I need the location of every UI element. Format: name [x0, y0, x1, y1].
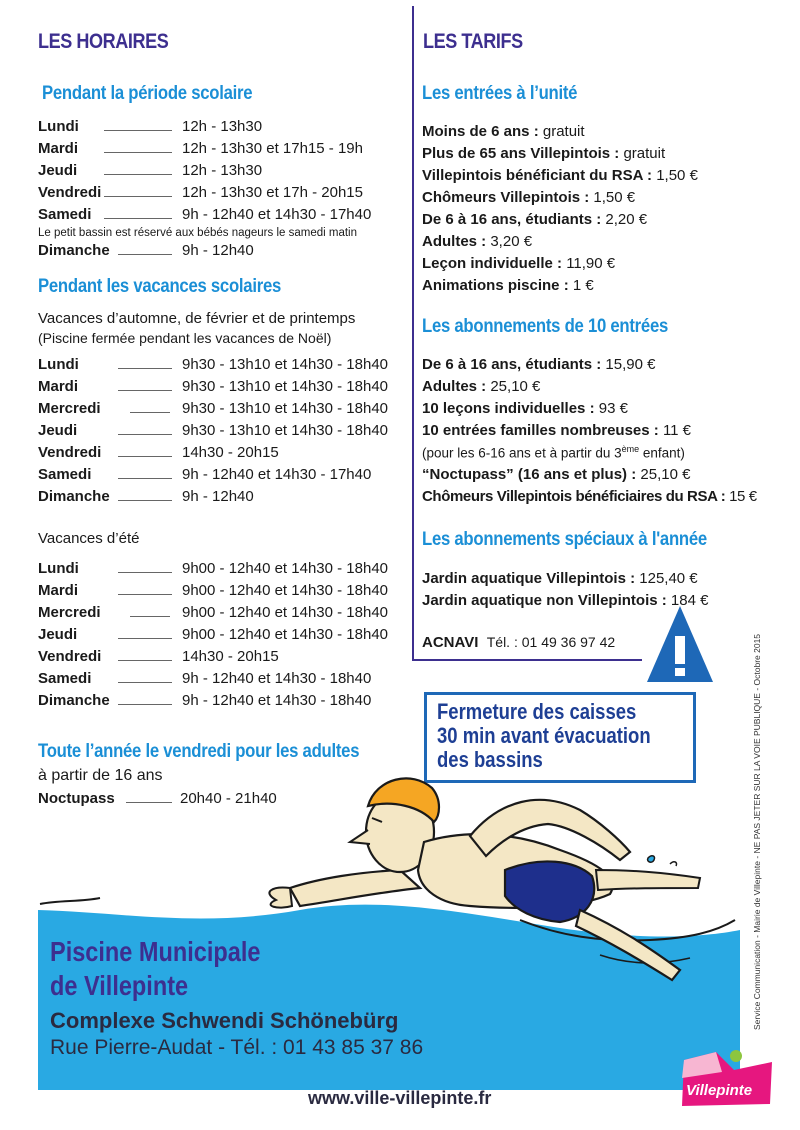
tarif-value: 15,90 €	[605, 356, 656, 373]
schedule-leader-line	[118, 572, 172, 573]
schedule-hours: 9h00 - 12h40 et 14h30 - 18h40	[182, 604, 389, 621]
tarif-label: 10 entrées familles nombreuses :	[422, 422, 663, 439]
speciaux-heading: Les abonnements spéciaux à l'année	[422, 529, 707, 550]
vacances-ete-heading: Vacances d’été	[38, 530, 140, 547]
tarif-label: Chômeurs Villepintois bénéficiaires du RSA :	[422, 488, 730, 505]
tarif-row	[422, 378, 691, 400]
schedule-day: Mardi	[38, 582, 79, 599]
complexe-name: Complexe Schwendi Schönebürg	[50, 1008, 399, 1033]
fermeture-line-1: Fermeture des caisses	[437, 699, 637, 724]
schedule-hours: 9h00 - 12h40 et 14h30 - 18h40	[182, 582, 389, 599]
tarif-label: “Noctupass” (16 ans et plus) :	[422, 466, 641, 483]
schedule-hours: 12h - 13h30	[182, 162, 263, 179]
schedule-hours: 9h30 - 13h10 et 14h30 - 18h40	[182, 378, 389, 395]
tarif-row	[422, 400, 691, 422]
acnavi-contact: ACNAVI Tél. : 01 49 36 97 42	[422, 634, 616, 651]
vacances-subtitle: Vacances d’automne, de février et de printemps	[38, 310, 356, 327]
adultes-heading: Toute l’année le vendredi pour les adultes	[38, 741, 360, 762]
tarif-label: Plus de 65 ans Villepintois :	[422, 145, 624, 162]
schedule-day: Mercredi	[38, 604, 101, 621]
warning-triangle-icon	[646, 604, 714, 684]
tarif-value: 93 €	[598, 400, 628, 417]
schedule-day: Lundi	[38, 356, 79, 373]
schedule-day: Dimanche	[38, 488, 110, 505]
tarif-row	[422, 211, 698, 233]
tarif-row	[422, 233, 698, 255]
tarif-label: Moins de 6 ans :	[422, 123, 543, 140]
website-link[interactable]: www.ville-villepinte.fr	[308, 1088, 492, 1108]
tarif-row	[422, 466, 757, 488]
schedule-leader-line	[104, 152, 172, 153]
schedule-day: Samedi	[38, 466, 92, 483]
schedule-day: Samedi	[38, 670, 92, 687]
schedule-hours: 9h - 12h40 et 14h30 - 17h40	[182, 206, 372, 223]
schedule-day: Vendredi	[38, 444, 102, 461]
tarif-value: gratuit	[623, 145, 666, 162]
schedule-day: Dimanche	[38, 692, 110, 709]
adultes-age: à partir de 16 ans	[38, 767, 163, 784]
vacances-noel-note: (Piscine fermée pendant les vacances de Noël)	[38, 330, 332, 346]
tarif-label: Animations piscine :	[422, 277, 573, 294]
tarif-label: Jardin aquatique Villepintois :	[422, 570, 640, 587]
tarif-label: Jardin aquatique non Villepintois :	[422, 592, 671, 609]
schedule-hours: 9h - 12h40 et 14h30 - 18h40	[182, 692, 372, 709]
schedule-hours: 9h - 12h40 et 14h30 - 18h40	[182, 670, 372, 687]
schedule-day: Dimanche	[38, 242, 110, 259]
tarif-value: 1 €	[572, 277, 594, 294]
tarif-row	[422, 167, 698, 189]
famille-note: (pour les 6-16 ans et à partir du 3ème enfant)	[422, 444, 685, 461]
schedule-leader-line	[104, 130, 172, 131]
piscine-name-line-1: Piscine Municipale	[50, 936, 261, 967]
tarif-value: 25,10 €	[640, 466, 691, 483]
tarif-row	[422, 189, 698, 211]
schedule-day: Vendredi	[38, 184, 102, 201]
tarif-row	[422, 356, 691, 378]
vertical-credit: Service Communication - Mairie de Villepinte - NE PAS JETER SUR LA VOIE PUBLIQUE - Octobre 2015	[752, 633, 762, 1030]
villepinte-logo	[676, 1048, 778, 1110]
schedule-hours: 9h00 - 12h40 et 14h30 - 18h40	[182, 626, 389, 643]
tarif-row	[422, 123, 698, 145]
schedule-leader-line	[118, 704, 172, 705]
periode-scolaire-heading: Pendant la période scolaire	[42, 83, 253, 104]
schedule-leader-line	[118, 368, 172, 369]
tarifs-unite-list	[422, 123, 698, 299]
schedule-leader-line	[118, 594, 172, 595]
schedule-leader-line	[118, 638, 172, 639]
schedule-hours: 14h30 - 20h15	[182, 648, 279, 665]
schedule-day: Jeudi	[38, 422, 78, 439]
tarif-label: Chômeurs Villepintois :	[422, 189, 594, 206]
vacances-scolaires-heading: Pendant les vacances scolaires	[38, 276, 282, 297]
schedule-leader-line	[118, 390, 172, 391]
piscine-name-line-2: de Villepinte	[50, 970, 189, 1001]
tarif-value: gratuit	[542, 123, 585, 140]
tarif-value: 184 €	[670, 592, 709, 609]
schedule-hours: 12h - 13h30 et 17h - 20h15	[182, 184, 363, 201]
schedule-leader-line	[118, 456, 172, 457]
tarif-row	[422, 570, 708, 592]
fermeture-line-3: des bassins	[437, 747, 543, 772]
villepinte-logo-shape	[676, 1048, 778, 1110]
tarifs-bottom-divider	[412, 659, 642, 661]
schedule-day: Lundi	[38, 118, 79, 135]
schedule-leader-line	[130, 616, 170, 617]
tarif-row	[422, 488, 757, 510]
schedule-day: Jeudi	[38, 162, 78, 179]
schedule-leader-line	[130, 412, 170, 413]
schedule-hours: 9h30 - 13h10 et 14h30 - 18h40	[182, 356, 389, 373]
unite-heading: Les entrées à l’unité	[422, 83, 578, 104]
tarif-label: De 6 à 16 ans, étudiants :	[422, 356, 606, 373]
tarifs-title: LES TARIFS	[423, 30, 523, 53]
schedule-hours: 20h40 - 21h40	[180, 790, 277, 807]
schedule-hours: 9h00 - 12h40 et 14h30 - 18h40	[182, 560, 389, 577]
tarif-value: 125,40 €	[639, 570, 698, 587]
schedule-leader-line	[118, 682, 172, 683]
schedule-day: Samedi	[38, 206, 92, 223]
schedule-hours: 12h - 13h30 et 17h15 - 19h	[182, 140, 363, 157]
piscine-address: Rue Pierre-Audat - Tél. : 01 43 85 37 86	[50, 1036, 424, 1059]
schedule-hours: 9h30 - 13h10 et 14h30 - 18h40	[182, 422, 389, 439]
tarif-label: Adultes :	[422, 378, 491, 395]
schedule-day: Jeudi	[38, 626, 78, 643]
fermeture-line-2: 30 min avant évacuation	[437, 723, 651, 748]
column-divider	[412, 6, 414, 661]
schedule-hours: 9h - 12h40	[182, 242, 254, 259]
tarif-value: 3,20 €	[490, 233, 533, 250]
schedule-leader-line	[118, 478, 172, 479]
schedule-hours: 9h - 12h40	[182, 488, 254, 505]
tarif-label: Adultes :	[422, 233, 491, 250]
schedule-hours: 9h30 - 13h10 et 14h30 - 18h40	[182, 400, 389, 417]
tarif-value: 2,20 €	[605, 211, 648, 228]
tarif-value: 25,10 €	[490, 378, 541, 395]
schedule-hours: 14h30 - 20h15	[182, 444, 279, 461]
tarif-label: Villepintois bénéficiant du RSA :	[422, 167, 657, 184]
schedule-day: Mardi	[38, 378, 79, 395]
schedule-leader-line	[118, 254, 172, 255]
tarif-value: 11,90 €	[566, 255, 616, 272]
schedule-leader-line	[118, 660, 172, 661]
tarifs-abonnements-list-2	[422, 466, 757, 510]
tarif-value: 1,50 €	[656, 167, 698, 184]
schedule-day: Mercredi	[38, 400, 101, 417]
tarif-label: Leçon individuelle :	[422, 255, 567, 272]
villepinte-logo-text: Villepinte	[686, 1082, 753, 1099]
tarif-value: 1,50 €	[593, 189, 636, 206]
schedule-leader-line	[118, 434, 172, 435]
tarif-row	[422, 422, 691, 444]
petit-bassin-note: Le petit bassin est réservé aux bébés nageurs le samedi matin	[38, 227, 357, 239]
schedule-hours: 9h - 12h40 et 14h30 - 17h40	[182, 466, 372, 483]
schedule-day: Mardi	[38, 140, 79, 157]
schedule-leader-line	[118, 500, 172, 501]
tarifs-abonnements-list	[422, 356, 691, 444]
schedule-day: Noctupass	[38, 790, 115, 807]
horaires-title: LES HORAIRES	[38, 30, 169, 53]
schedule-leader-line	[104, 196, 172, 197]
tarif-value: 11 €	[662, 422, 692, 439]
tarif-value: 15 €	[729, 488, 757, 505]
tarif-row	[422, 145, 698, 167]
tarif-row	[422, 277, 698, 299]
abonnements-heading: Les abonnements de 10 entrées	[422, 316, 669, 337]
schedule-leader-line	[104, 218, 172, 219]
schedule-hours: 12h - 13h30	[182, 118, 263, 135]
tarif-label: De 6 à 16 ans, étudiants :	[422, 211, 606, 228]
tarif-label: 10 leçons individuelles :	[422, 400, 599, 417]
schedule-day: Vendredi	[38, 648, 102, 665]
schedule-leader-line	[104, 174, 172, 175]
tarif-row	[422, 255, 698, 277]
schedule-day: Lundi	[38, 560, 79, 577]
